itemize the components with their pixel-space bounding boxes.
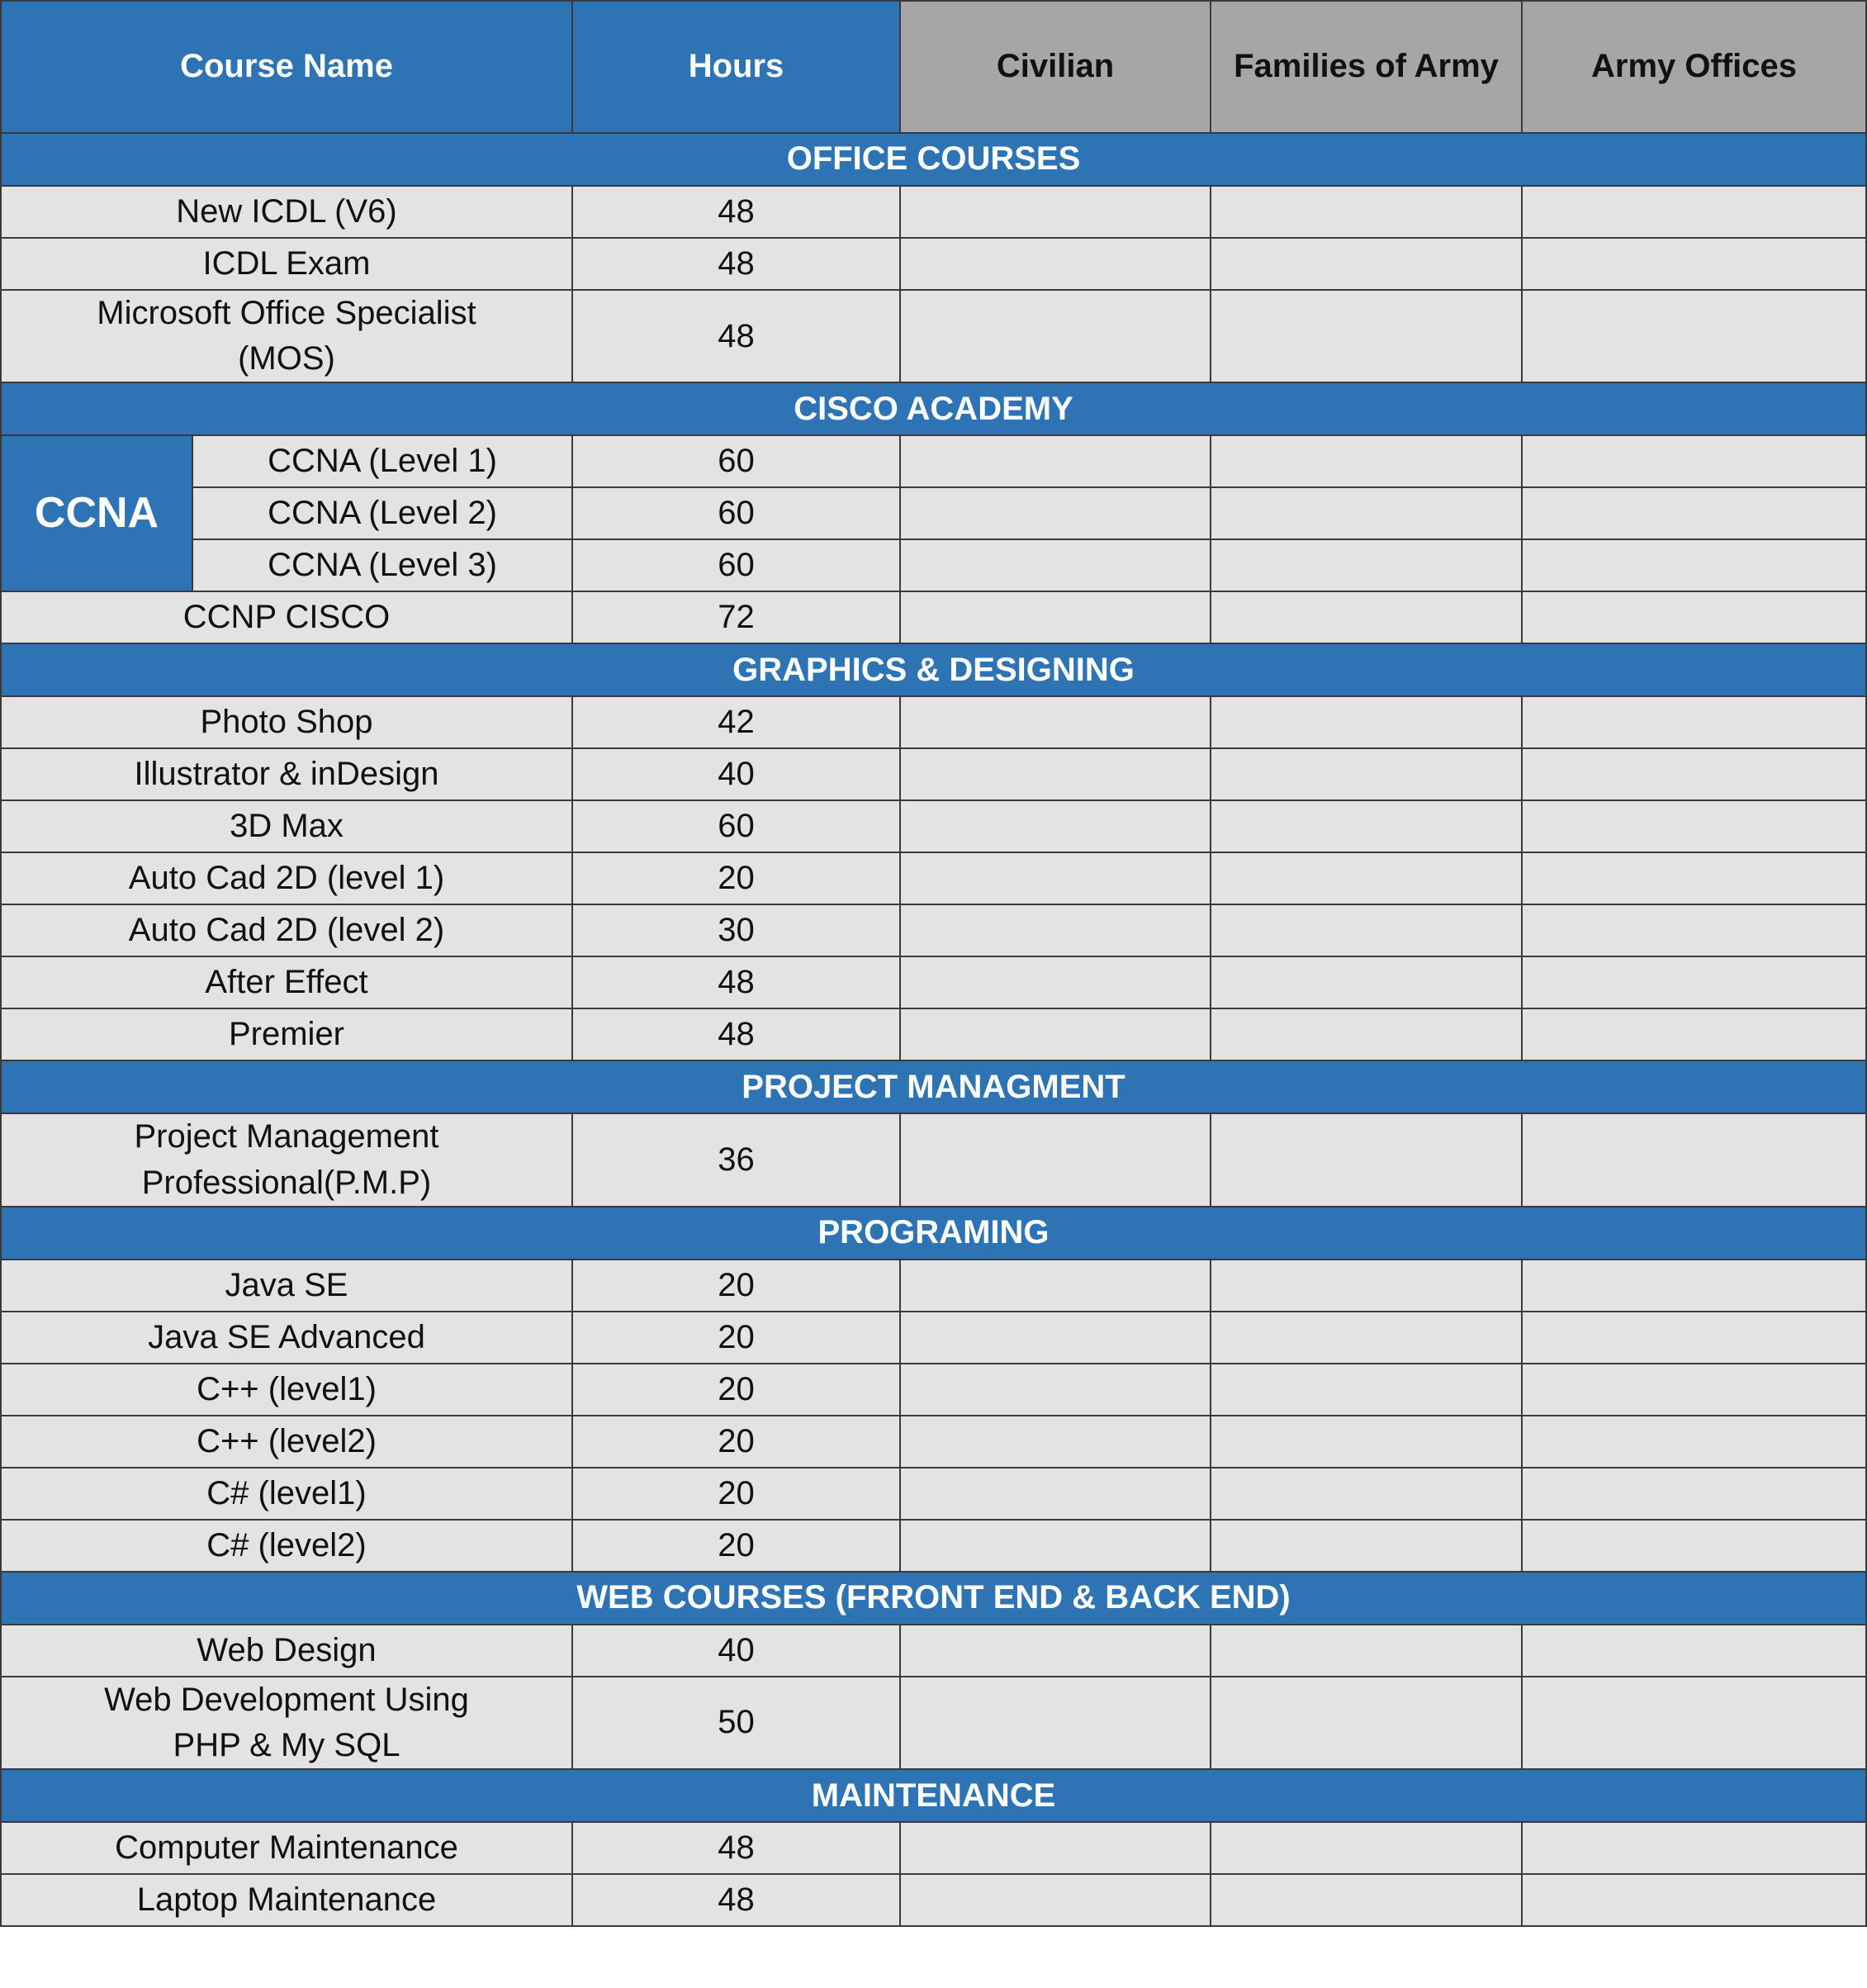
- families-cell: [1211, 238, 1522, 290]
- course-name-line2: (MOS): [238, 340, 335, 377]
- course-hours: 20: [572, 1364, 900, 1416]
- table-row: [1, 591, 1866, 643]
- course-name: CCNA (Level 3): [192, 539, 572, 591]
- civilian-cell: [900, 696, 1211, 748]
- army-cell: [1522, 1260, 1866, 1312]
- header-army-offices: Army Offices: [1522, 1, 1866, 133]
- table-row: [1, 956, 1866, 1008]
- families-cell: [1211, 852, 1522, 904]
- families-cell: [1211, 1625, 1522, 1677]
- section-web-title: WEB COURSES (FRRONT END & BACK END): [1, 1572, 1866, 1625]
- army-cell: [1522, 1113, 1866, 1206]
- course-name: CCNA (Level 2): [192, 487, 572, 539]
- course-hours: 48: [572, 1874, 900, 1926]
- army-cell: [1522, 1520, 1866, 1572]
- army-cell: [1522, 487, 1866, 539]
- course-hours: 20: [572, 1260, 900, 1312]
- table-row: [1, 1008, 1866, 1060]
- header-civilian: Civilian: [900, 1, 1211, 133]
- section-header: [1, 1769, 1866, 1822]
- table-row: [1, 904, 1866, 956]
- course-name: Laptop Maintenance: [1, 1874, 572, 1926]
- course-name: Java SE: [1, 1260, 572, 1312]
- civilian-cell: [900, 1364, 1211, 1416]
- course-hours: 20: [572, 1416, 900, 1468]
- army-cell: [1522, 1468, 1866, 1520]
- families-cell: [1211, 956, 1522, 1008]
- course-hours: 20: [572, 1520, 900, 1572]
- table-row: [1, 1520, 1866, 1572]
- families-cell: [1211, 591, 1522, 643]
- section-header: [1, 643, 1866, 696]
- course-hours: 60: [572, 800, 900, 852]
- families-cell: [1211, 435, 1522, 487]
- civilian-cell: [900, 1113, 1211, 1206]
- course-hours: 60: [572, 487, 900, 539]
- army-cell: [1522, 1822, 1866, 1874]
- table-row: [1, 1822, 1866, 1874]
- course-name: Illustrator & inDesign: [1, 748, 572, 800]
- army-cell: [1522, 1625, 1866, 1677]
- section-programming-title: PROGRAMING: [1, 1207, 1866, 1260]
- civilian-cell: [900, 1416, 1211, 1468]
- army-cell: [1522, 1677, 1866, 1769]
- table-row: [1, 852, 1866, 904]
- header-families-of-army: Families of Army: [1211, 1, 1522, 133]
- table-row: [1, 1364, 1866, 1416]
- header-row: [1, 1, 1866, 133]
- course-name-line1: Web Development Using: [104, 1681, 469, 1718]
- course-name: 3D Max: [1, 800, 572, 852]
- course-hours: 40: [572, 748, 900, 800]
- table-row: [1, 238, 1866, 290]
- section-header: [1, 1207, 1866, 1260]
- course-hours: 20: [572, 852, 900, 904]
- army-cell: [1522, 435, 1866, 487]
- table-row: [1, 696, 1866, 748]
- families-cell: [1211, 186, 1522, 238]
- section-project-title: PROJECT MANAGMENT: [1, 1060, 1866, 1113]
- section-graphics-title: GRAPHICS & DESIGNING: [1, 643, 1866, 696]
- course-hours: 48: [572, 1822, 900, 1874]
- army-cell: [1522, 1364, 1866, 1416]
- civilian-cell: [900, 956, 1211, 1008]
- table-row: [1, 1468, 1866, 1520]
- table-row: [1, 1625, 1866, 1677]
- families-cell: [1211, 696, 1522, 748]
- civilian-cell: [900, 591, 1211, 643]
- ccna-group-label: CCNA: [1, 435, 192, 591]
- course-name-line1: Project Management: [134, 1118, 439, 1155]
- families-cell: [1211, 487, 1522, 539]
- course-name: Auto Cad 2D (level 2): [1, 904, 572, 956]
- families-cell: [1211, 1113, 1522, 1206]
- course-name: After Effect: [1, 956, 572, 1008]
- table-row: [1, 1113, 1866, 1206]
- course-name-line2: Professional(P.M.P): [141, 1164, 432, 1201]
- civilian-cell: [900, 748, 1211, 800]
- section-header: [1, 382, 1866, 435]
- table-row: [1, 1312, 1866, 1364]
- course-name: C# (level2): [1, 1520, 572, 1572]
- families-cell: [1211, 1312, 1522, 1364]
- table-row: [1, 290, 1866, 382]
- section-header: [1, 133, 1866, 186]
- course-hours: 20: [572, 1312, 900, 1364]
- civilian-cell: [900, 290, 1211, 382]
- table-row: [1, 1677, 1866, 1769]
- course-name: ICDL Exam: [1, 238, 572, 290]
- course-hours: 36: [572, 1113, 900, 1206]
- civilian-cell: [900, 1260, 1211, 1312]
- army-cell: [1522, 852, 1866, 904]
- table-row: [1, 487, 1866, 539]
- course-name: New ICDL (V6): [1, 186, 572, 238]
- families-cell: [1211, 1677, 1522, 1769]
- course-hours: 48: [572, 186, 900, 238]
- section-header: [1, 1060, 1866, 1113]
- course-name: C# (level1): [1, 1468, 572, 1520]
- course-name: C++ (level1): [1, 1364, 572, 1416]
- course-hours: 42: [572, 696, 900, 748]
- table-row: [1, 539, 1866, 591]
- army-cell: [1522, 748, 1866, 800]
- course-name: [1, 1677, 572, 1769]
- course-name: CCNA (Level 1): [192, 435, 572, 487]
- civilian-cell: [900, 1312, 1211, 1364]
- course-name: CCNP CISCO: [1, 591, 572, 643]
- table-row: [1, 800, 1866, 852]
- table-row: [1, 1416, 1866, 1468]
- course-hours: 48: [572, 238, 900, 290]
- civilian-cell: [900, 1874, 1211, 1926]
- civilian-cell: [900, 487, 1211, 539]
- families-cell: [1211, 539, 1522, 591]
- course-hours: 48: [572, 1008, 900, 1060]
- course-hours: 50: [572, 1677, 900, 1769]
- header-course-name: Course Name: [1, 1, 572, 133]
- course-hours: 60: [572, 435, 900, 487]
- course-name: Computer Maintenance: [1, 1822, 572, 1874]
- civilian-cell: [900, 904, 1211, 956]
- families-cell: [1211, 800, 1522, 852]
- families-cell: [1211, 1822, 1522, 1874]
- course-hours: 48: [572, 956, 900, 1008]
- army-cell: [1522, 800, 1866, 852]
- army-cell: [1522, 539, 1866, 591]
- civilian-cell: [900, 1625, 1211, 1677]
- civilian-cell: [900, 1008, 1211, 1060]
- families-cell: [1211, 748, 1522, 800]
- families-cell: [1211, 1874, 1522, 1926]
- army-cell: [1522, 290, 1866, 382]
- course-name: Java SE Advanced: [1, 1312, 572, 1364]
- families-cell: [1211, 1520, 1522, 1572]
- course-hours: 30: [572, 904, 900, 956]
- army-cell: [1522, 696, 1866, 748]
- civilian-cell: [900, 1468, 1211, 1520]
- civilian-cell: [900, 435, 1211, 487]
- army-cell: [1522, 238, 1866, 290]
- army-cell: [1522, 904, 1866, 956]
- army-cell: [1522, 186, 1866, 238]
- course-name-line1: Microsoft Office Specialist: [97, 295, 476, 331]
- table-row: [1, 1874, 1866, 1926]
- civilian-cell: [900, 1520, 1211, 1572]
- army-cell: [1522, 956, 1866, 1008]
- army-cell: [1522, 1416, 1866, 1468]
- course-hours: 48: [572, 290, 900, 382]
- course-name: Auto Cad 2D (level 1): [1, 852, 572, 904]
- army-cell: [1522, 1008, 1866, 1060]
- course-hours: 72: [572, 591, 900, 643]
- course-name: Photo Shop: [1, 696, 572, 748]
- course-name: Premier: [1, 1008, 572, 1060]
- table-row: [1, 748, 1866, 800]
- course-hours: 40: [572, 1625, 900, 1677]
- army-cell: [1522, 1874, 1866, 1926]
- table-row: [1, 1260, 1866, 1312]
- army-cell: [1522, 1312, 1866, 1364]
- families-cell: [1211, 1260, 1522, 1312]
- table-row: [1, 435, 1866, 487]
- civilian-cell: [900, 186, 1211, 238]
- course-name: [1, 290, 572, 382]
- families-cell: [1211, 1008, 1522, 1060]
- civilian-cell: [900, 539, 1211, 591]
- civilian-cell: [900, 1822, 1211, 1874]
- families-cell: [1211, 1416, 1522, 1468]
- civilian-cell: [900, 238, 1211, 290]
- header-hours: Hours: [572, 1, 900, 133]
- course-hours: 60: [572, 539, 900, 591]
- course-name: C++ (level2): [1, 1416, 572, 1468]
- families-cell: [1211, 290, 1522, 382]
- civilian-cell: [900, 1677, 1211, 1769]
- civilian-cell: [900, 852, 1211, 904]
- civilian-cell: [900, 800, 1211, 852]
- table-row: [1, 186, 1866, 238]
- families-cell: [1211, 904, 1522, 956]
- families-cell: [1211, 1468, 1522, 1520]
- army-cell: [1522, 591, 1866, 643]
- families-cell: [1211, 1364, 1522, 1416]
- course-name: [1, 1113, 572, 1206]
- section-header: [1, 1572, 1866, 1625]
- section-maintenance-title: MAINTENANCE: [1, 1769, 1866, 1822]
- course-name: Web Design: [1, 1625, 572, 1677]
- course-hours: 20: [572, 1468, 900, 1520]
- section-office-title: OFFICE COURSES: [1, 133, 1866, 186]
- course-name-line2: PHP & My SQL: [173, 1726, 400, 1763]
- section-cisco-title: CISCO ACADEMY: [1, 382, 1866, 435]
